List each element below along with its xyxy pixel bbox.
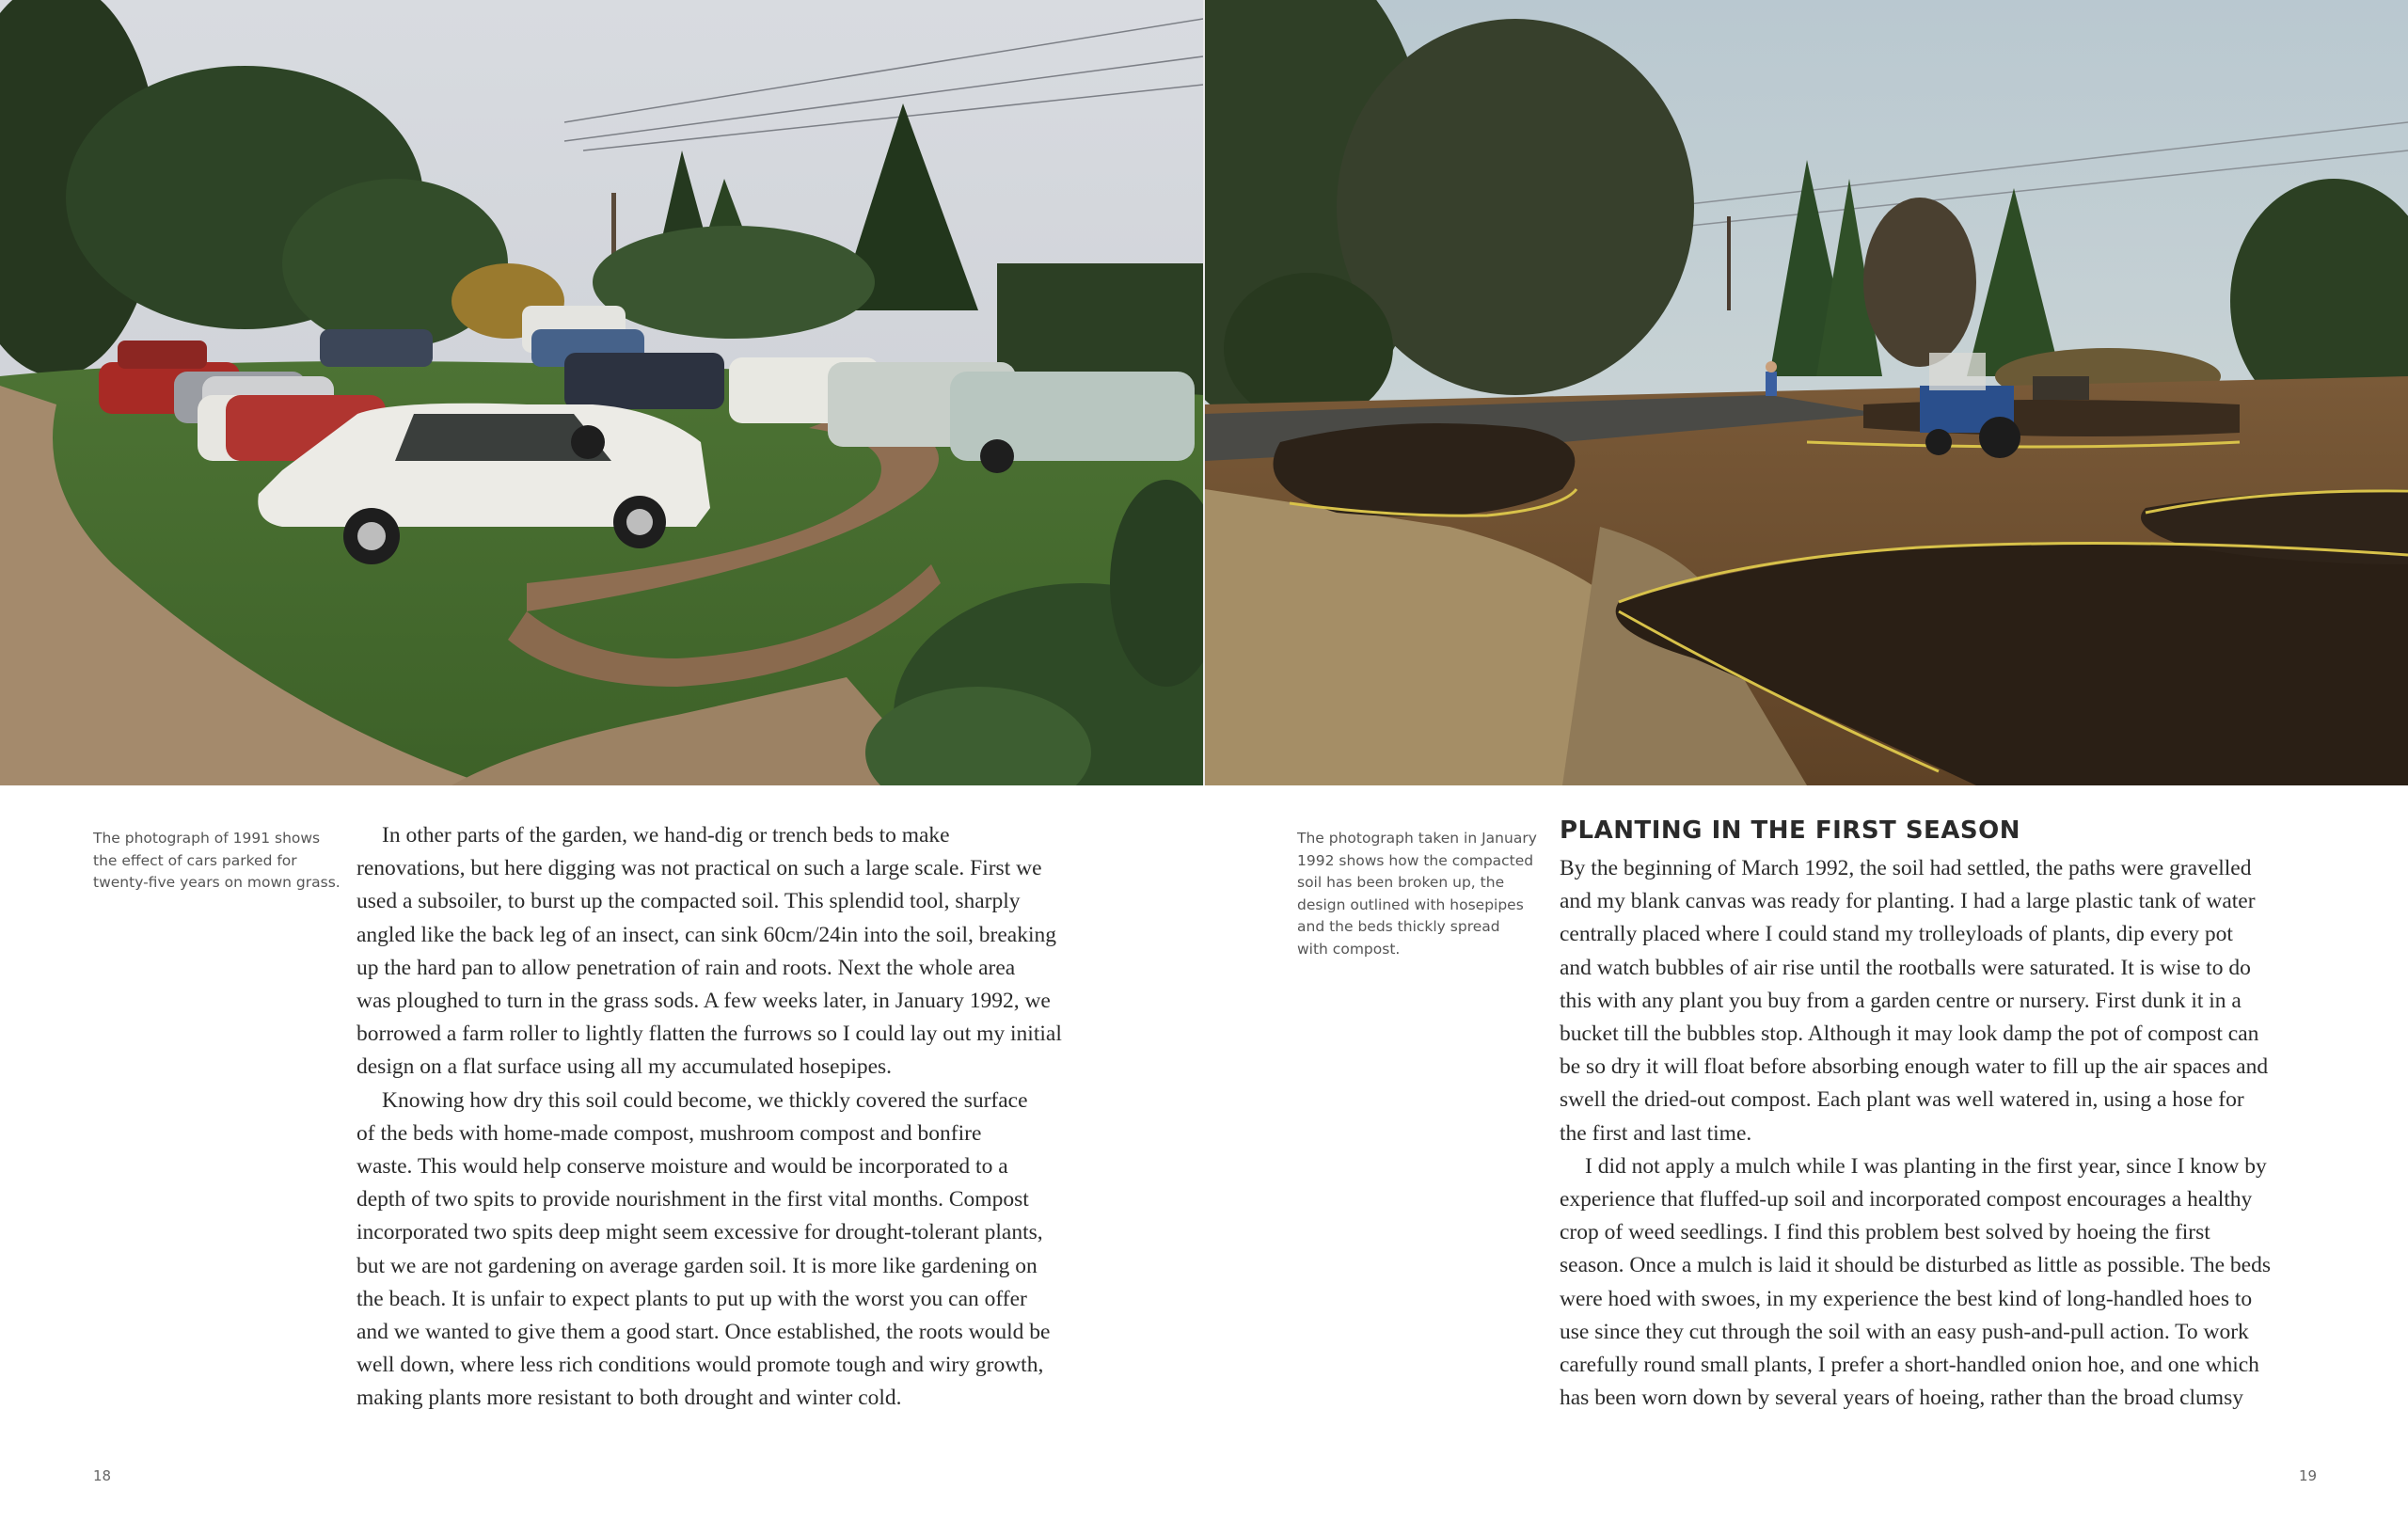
text-line: experience that fluffed-up soil and incorporated compost encourages a healthy [1560,1187,2253,1212]
caption-line: design outlined with hosepipes [1297,895,1524,913]
text-line: renovations, but here digging was not practical on such a large scale. First we [356,856,1042,881]
photo-prepared-beds [1205,0,2408,785]
photo-parked-cars [0,0,1203,785]
text-line: has been worn down by several years of hoeing, rather than the broad clumsy [1560,1386,2243,1411]
caption-line: the effect of cars parked for [93,851,297,869]
text-line: crop of weed seedlings. I find this problem best solved by hoeing the first [1560,1220,2210,1245]
text-line: bucket till the bubbles stop. Although it may look damp the pot of compost can [1560,1022,2259,1047]
photo-caption-right [1297,828,1537,960]
text-line: this with any plant you buy from a garden centre or nursery. First dunk it in a [1560,988,2242,1013]
photo-caption-left [93,828,341,895]
caption-line: and the beds thickly spread [1297,918,1500,935]
page-number-right: 19 [2299,1467,2318,1484]
text-line: were hoed with swoes, in my experience the best kind of long-handled hoes to [1560,1286,2253,1311]
text-line: and watch bubbles of air rise until the rootballs were saturated. It is wise to do [1560,955,2251,980]
text-line: waste. This would help conserve moisture and would be incorporated to a [356,1154,1008,1180]
text-line: and we wanted to give them a good start. Once established, the roots would be [356,1320,1051,1345]
text-line: use since they cut through the soil with an easy push-and-pull action. To work [1560,1319,2249,1344]
text-line: and my blank canvas was ready for planting. I had a large plastic tank of water [1560,889,2256,914]
text-line: but we are not gardening on average garden soil. It is more like gardening on [356,1253,1038,1278]
text-line: was ploughed to turn in the grass sods. A few weeks later, in January 1992, we [356,989,1051,1014]
page-number-left: 18 [93,1467,112,1484]
caption-line: with compost. [1297,940,1401,958]
caption-line: twenty-five years on mown grass. [93,874,341,891]
text-line: of the beds with home-made compost, mushroom compost and bonfire [356,1120,982,1146]
text-line: swell the dried-out compost. Each plant was well watered in, using a hose for [1560,1087,2244,1113]
caption-line: The photograph taken in January [1297,830,1537,847]
body-text-right [1560,852,2271,1415]
text-line: be so dry it will float before absorbing enough water to fill up the air spaces and [1560,1054,2269,1080]
text-line: making plants more resistant to both drought and winter cold. [356,1386,902,1411]
text-line: season. Once a mulch is laid it should be disturbed as little as possible. The beds [1560,1253,2272,1278]
text-line: I did not apply a mulch while I was planting in the first year, since I know by [1585,1153,2267,1179]
text-line: angled like the back leg of an insect, can sink 60cm/24in into the soil, breaking [356,922,1056,947]
caption-line: 1992 shows how the compacted [1297,851,1534,869]
text-line: In other parts of the garden, we hand-dig or trench beds to make [382,823,950,848]
text-line: depth of two spits to provide nourishment in the first vital months. Compost [356,1187,1029,1212]
text-line: up the hard pan to allow penetration of rain and roots. Next the whole area [356,955,1016,980]
text-line: centrally placed where I could stand my trolleyloads of plants, dip every pot [1560,922,2233,947]
text-line: By the beginning of March 1992, the soil had settled, the paths were gravelled [1560,856,2252,880]
text-line: used a subsoiler, to burst up the compacted soil. This splendid tool, sharply [356,889,1021,914]
text-line: carefully round small plants, I prefer a short-handled onion hoe, and one which [1560,1353,2259,1378]
text-line: incorporated two spits deep might seem excessive for drought-tolerant plants, [356,1220,1043,1245]
body-text-left [356,819,1062,1416]
caption-line: soil has been broken up, the [1297,874,1505,891]
text-line: well down, where less rich conditions would promote tough and wiry growth, [356,1353,1044,1378]
text-line: Knowing how dry this soil could become, we thickly covered the surface [382,1087,1028,1113]
text-line: design on a flat surface using all my accumulated hosepipes. [356,1054,893,1080]
text-line: the beach. It is unfair to expect plants to put up with the worst you can offer [356,1286,1027,1311]
text-line: borrowed a farm roller to lightly flatten the furrows so I could lay out my initial [356,1022,1062,1047]
text-line: the first and last time. [1560,1120,1752,1146]
section-heading: PLANTING IN THE FIRST SEASON [1560,816,2021,845]
caption-line: The photograph of 1991 shows [93,830,321,847]
